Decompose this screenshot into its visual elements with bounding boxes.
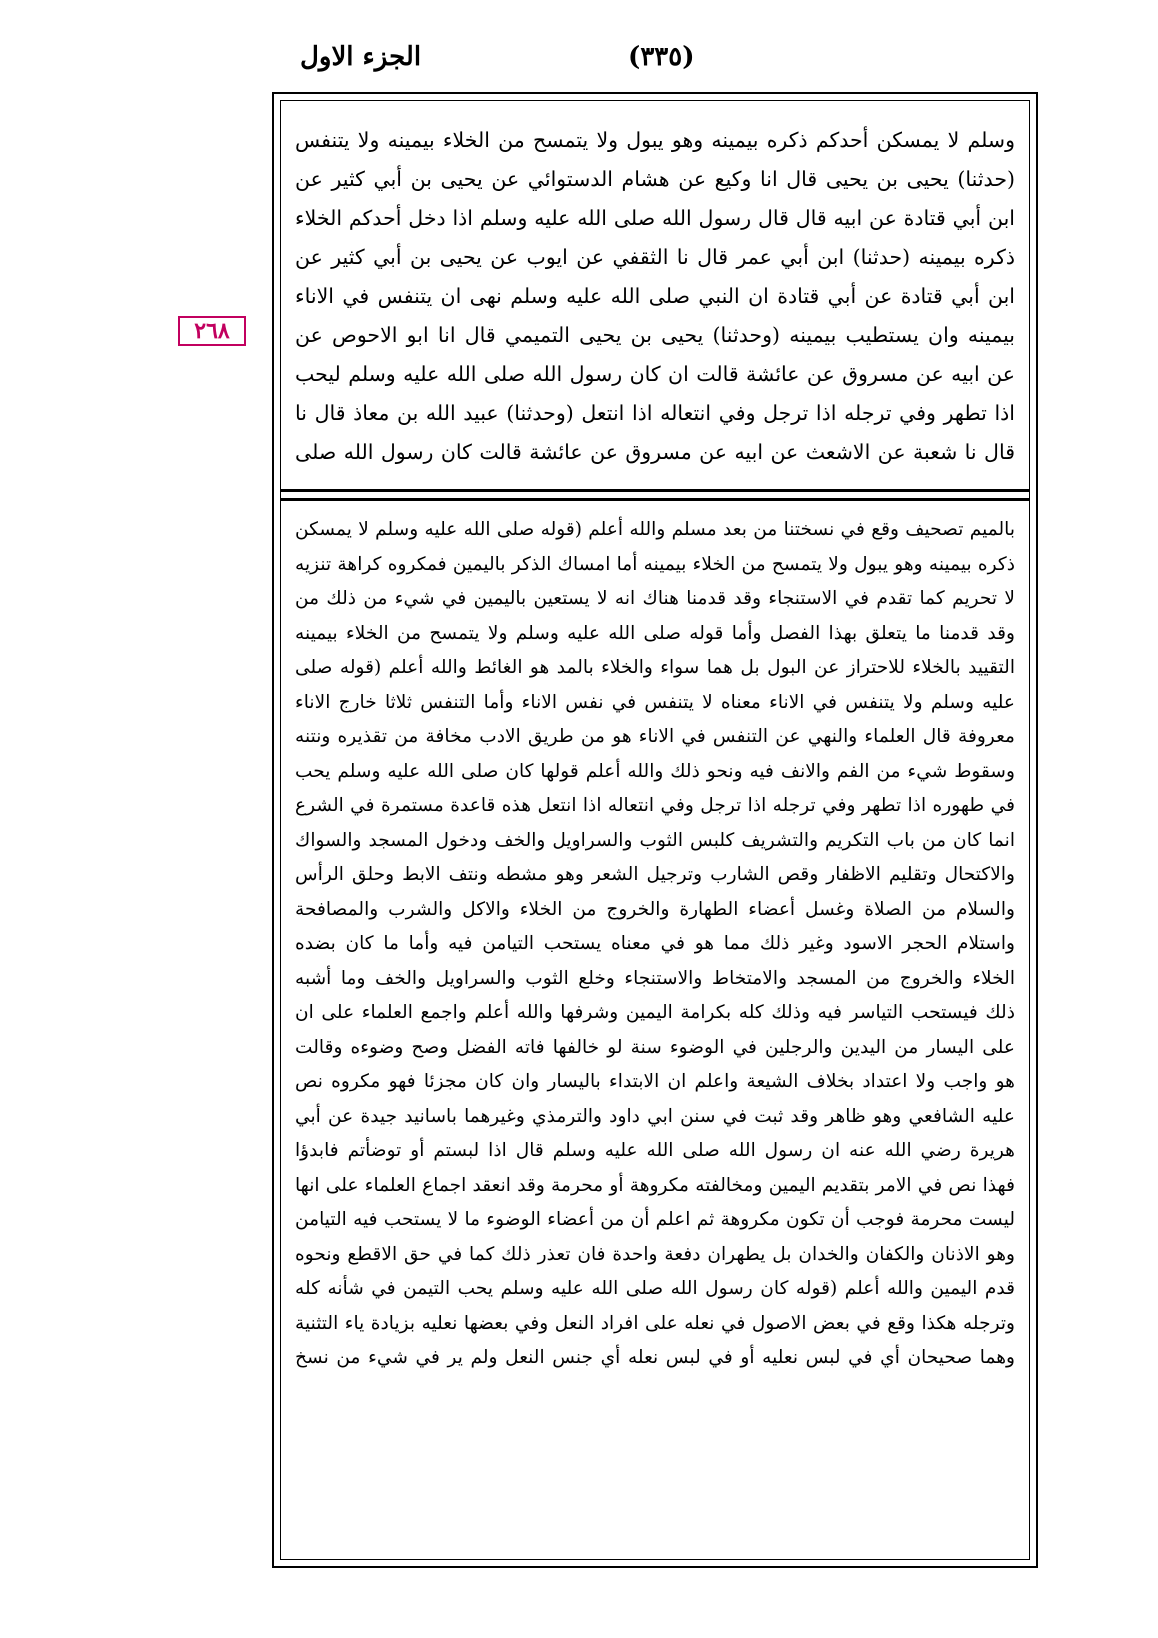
commentary-line: والاكتحال وتقليم الاظفار وقص الشارب وترجيل الشعر وهو مشطه ونتف الابط وحلق الرأس — [295, 864, 1015, 885]
hadith-text-block — [295, 121, 1015, 481]
hadith-line: وسلم لا يمسكن أحدكم ذكره بيمينه وهو يبول ولا يتمسح من الخلاء بيمينه ولا يتنفس — [295, 128, 1015, 152]
commentary-line: هريرة رضي الله عنه ان رسول الله صلى الله عليه وسلم قال اذا لبستم أو توضأتم فابدؤا — [295, 1140, 1015, 1161]
commentary-line: ذلك فيستحب التياسر فيه وذلك كله بكرامة اليمين وشرفها والله أعلم واجمع العلماء على ان — [295, 1002, 1015, 1023]
commentary-line: ليست محرمة فوجب أن تكون مكروهة ثم اعلم أن من أعضاء الوضوء ما لا يستحب فيه التيامن — [295, 1209, 1015, 1230]
margin-reference-number: ٢٦٨ — [178, 316, 246, 346]
commentary-line: وهو الاذنان والكفان والخدان بل يطهران دفعة واحدة فان تعذر ذلك كما في حق الاقطع ونحوه — [295, 1243, 1015, 1265]
commentary-line: وهما صحيحان أي في لبس نعليه أو في لبس نعله أي جنس النعل ولم ير في شيء من نسخ — [295, 1347, 1015, 1368]
hadith-line: بيمينه وان يستطيب بيمينه (وحدثنا) يحيى بن يحيى التميمي قال انا ابو الاحوص عن — [295, 323, 1015, 347]
commentary-line: واستلام الحجر الاسود وغير ذلك مما هو في معناه يستحب التيامن فيه وأما ما كان بضده — [295, 933, 1015, 954]
hadith-line: ابن أبي قتادة عن ابيه قال قال رسول الله صلى الله عليه وسلم اذا دخل أحدكم الخلاء — [295, 206, 1015, 230]
page-number: (٣٣٥) — [628, 42, 695, 72]
commentary-text-block — [295, 513, 1015, 1553]
page-frame — [272, 92, 1038, 1568]
commentary-line: معروفة قال العلماء والنهي عن التنفس في الاناء هو من طريق الادب مخافة من تقذيره ونتنه — [295, 726, 1015, 747]
commentary-line: وسقوط شيء من الفم والانف فيه ونحو ذلك والله أعلم قولها كان صلى الله عليه وسلم يحب — [295, 760, 1015, 782]
commentary-line: الخلاء والخروج من المسجد والامتخاط والاستنجاء وخلع الثوب والسراويل والخف وما أشبه — [295, 967, 1015, 989]
commentary-line: وترجله هكذا وقع في بعض الاصول في نعله على افراد النعل وفي بعضها نعليه بزيادة ياء التثنية — [295, 1312, 1015, 1334]
commentary-line: على اليسار من اليدين والرجلين في الوضوء سنة لو خالفها فاته الفضل وصح وضوءه وقالت — [295, 1036, 1015, 1058]
commentary-line: لا تحريم كما تقدم في الاستنجاء وقد قدمنا هناك انه لا يستعين باليمين في شيء من ذلك من — [295, 588, 1015, 609]
hadith-line: اذا تطهر وفي ترجله اذا ترجل وفي انتعاله اذا انتعل (وحدثنا) عبيد الله بن معاذ قال نا — [295, 401, 1015, 425]
commentary-line: قدم اليمين والله أعلم (قوله كان رسول الله صلى الله عليه وسلم يحب التيمن في شأنه كله — [295, 1278, 1015, 1299]
hadith-line: عن ابيه عن مسروق عن عائشة قالت ان كان رسول الله صلى الله عليه وسلم ليحب — [295, 362, 1015, 386]
section-divider — [281, 489, 1029, 501]
commentary-line: عليه وسلم ولا يتنفس في الاناء معناه لا يتنفس في نفس الاناء وأما التنفس ثلاثا خارج الاناء — [295, 691, 1015, 713]
commentary-line: هو واجب ولا اعتداد بخلاف الشيعة واعلم ان الابتداء باليسار وان كان مجزئا فهو مكروه نص — [295, 1071, 1015, 1092]
hadith-line: ابن أبي قتادة عن أبي قتادة ان النبي صلى الله عليه وسلم نهى ان يتنفس في الاناء — [295, 284, 1015, 308]
volume-label: الجزء الاول — [300, 42, 422, 72]
commentary-line: في طهوره اذا تطهر وفي ترجله اذا ترجل وفي انتعاله اذا انتعل هذه قاعدة مستمرة في الشرع — [295, 795, 1015, 816]
commentary-line: انما كان من باب التكريم والتشريف كلبس الثوب والسراويل والخف ودخول المسجد والسواك — [295, 829, 1015, 851]
inner-frame — [280, 100, 1030, 1560]
hadith-line: (حدثنا) يحيى بن يحيى قال انا وكيع عن هشام الدستوائي عن يحيى بن أبي كثير عن — [295, 167, 1015, 191]
commentary-line: وقد قدمنا ما يتعلق بهذا الفصل وأما قوله صلى الله عليه وسلم ولا يتمسح من الخلاء بيمينه — [295, 622, 1015, 644]
commentary-line: عليه الشافعي وهو ظاهر وقد ثبت في سنن ابي داود والترمذي وغيرهما باسانيد جيدة عن أبي — [295, 1105, 1015, 1127]
commentary-line: بالميم تصحيف وقع في نسختنا من بعد مسلم والله أعلم (قوله صلى الله عليه وسلم لا يمسكن — [295, 519, 1015, 540]
commentary-line: والسلام من الصلاة وغسل أعضاء الطهارة والخروج من الخلاء والاكل والشرب والمصافحة — [295, 898, 1015, 920]
commentary-line: التقييد بالخلاء للاحتراز عن البول بل هما سواء والخلاء بالمد هو الغائط والله أعلم (قوله صلى — [295, 657, 1015, 678]
hadith-line: قال نا شعبة عن الاشعث عن ابيه عن مسروق عن عائشة قالت كان رسول الله صلى — [295, 440, 1015, 464]
commentary-line: ذكره بيمينه وهو يبول ولا يتمسح من الخلاء بيمينه أما امساك الذكر باليمين فمكروه كراهة تنزيه — [295, 553, 1015, 575]
commentary-line: فهذا نص في الامر بتقديم اليمين ومخالفته مكروهة أو محرمة وقد انعقد اجماع العلماء على انها — [295, 1174, 1015, 1196]
hadith-line: ذكره بيمينه (حدثنا) ابن أبي عمر قال نا الثقفي عن ايوب عن يحيى بن أبي كثير عن — [295, 245, 1015, 269]
